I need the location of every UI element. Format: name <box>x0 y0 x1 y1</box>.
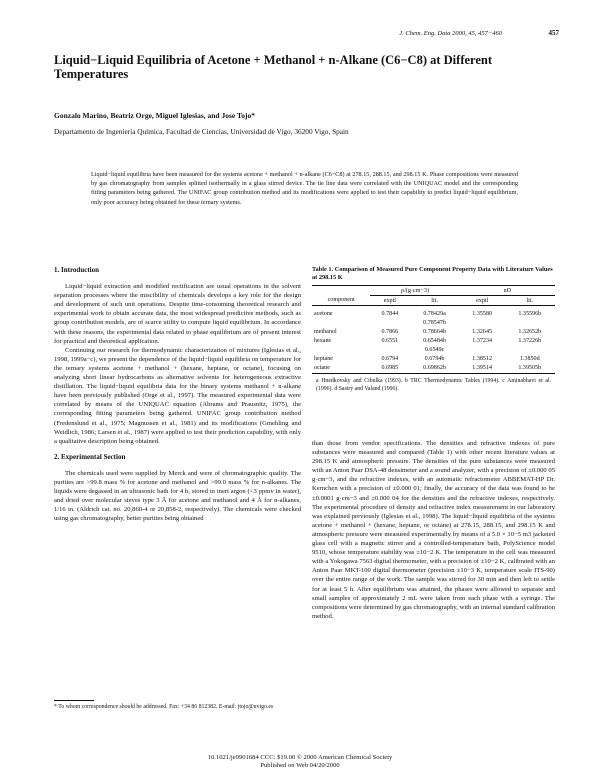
left-column <box>54 266 301 523</box>
doi-copyright-line: 10.1021/je9901684 CCC: $19.00 © 2000 American Chemical Society <box>207 754 393 761</box>
intro-paragraph-2: Continuing our research for thermodynamic characterization of mixtures (Iglesias et al., 1998, 1999a−c), we present the dependence of the liquid−liquid equilibria on temperature for the ternary systems acetone + methanol + (hexane, heptane, or octane), focusing on analyzing short linear hydrocarbons as alternative solvents for heterogeneous extractive distillation. The liquid−liquid equilibria data for the binary systems methanol + n-alkane have been previously published (Orge et al., 1997). The measured experimental data were correlated by means of the UNIQUAC equation (Abrams and Prausnitz, 1975), the corresponding fitting parameters being gathered. UNIFAC group contribution method (Fredenslund et al., 1975; Magnussen et al., 1981) and its modifications (Gmehling and Weidlich, 1986; Larsen et al., 1987) were applied to test their prediction capability, with only a qualitative description being obtained. <box>54 346 301 445</box>
abstract: Liquid−liquid equilibria have been measured for the systems acetone + methanol + n-alkane (C6−C8) at 278.15, 288.15, and 298.15 K. Phase compositions were measured by gas chromatography from samples splitted isothermally in a glass stirred device. The tie line data were correlated with the UNIQUAC model and the corresponding fitting parameters being gathered. The UNIFAC group contribution method and its modifications were applied to test their capability to predict liquid−liquid equilibrium, only poor accuracy being obtained for these ternary systems. <box>91 171 518 206</box>
journal-reference: J. Chem. Eng. Data 2000, 45, 457−460 <box>399 30 502 37</box>
table-1-block <box>312 266 555 394</box>
page-number: 457 <box>548 29 559 37</box>
table-1-footnote: a Hnedkovsky and Cibulka (1993). b TRC Thermodynamic Tables (1994). c Aminabhavi et al. (1996). d Sastry and Valand (1996). <box>316 377 551 392</box>
table-head-refractive-index: nD <box>460 286 555 296</box>
table-row: methanol 0.7866 0.78664b 1.32645 1.32652b <box>314 329 542 336</box>
table-row: octane 0.6985 0.69862b 1.39514 1.39505b <box>312 364 555 374</box>
table-row: 0.6549c <box>424 347 445 354</box>
table-head-nd-exptl: exptl <box>476 297 489 304</box>
paper-title: Liquid−Liquid Equilibria of Acetone + Methanol + n-Alkane (C6−C8) at Different Temperatures <box>54 53 493 81</box>
experimental-paragraph-1: The chemicals used were supplied by Merck and were of chromatographic quality. The purities are >99.8 mass % for acetone and methanol and >99.0 mass % for n-alkanes. The liquids were degassed in an ultrasonic bath for 4 h, stored in inert argon (<3 ppmv in water), and dried over molecular sieves type 3 Å for acetone and methanol and 4 Å for n-alkanes, 1/16 in. (Aldrich cat. no. 20,860-4 or 20,858-2, respectively). The chemicals were checked using gas chromatography, better purities being obtained <box>54 469 301 523</box>
author-list: Gonzalo Marino, Beatriz Orge, Miguel Iglesias, and Jose Tojo* <box>54 111 256 120</box>
table-head-component: component <box>327 297 355 304</box>
affiliation: Departamento de Ingeniería Química, Facultad de Ciencias, Universidad de Vigo, 36200 Vigo, Spain <box>54 127 349 136</box>
table-head-rho-exptl: exptl <box>383 297 396 304</box>
table-row: 0.78547b <box>423 320 446 327</box>
footnote-rule <box>54 700 94 701</box>
table-1-title: Table 1. Comparison of Measured Pure Component Property Data with Literature Values at 298.15 K <box>312 266 553 282</box>
publication-date: Published on Web 04/20/2000 <box>260 762 340 769</box>
table-head-density: ρ/(g·cm−3) <box>370 286 459 296</box>
table-row: heptane 0.6794 0.6794b 1.38512 1.3850d <box>314 356 540 363</box>
section-heading-experimental: 2. Experimental Section <box>54 452 126 461</box>
table-head-nd-lit: lit. <box>526 297 534 304</box>
table-row: hexane 0.6551 0.65484b 1.37234 1.37226b <box>314 338 542 345</box>
section-heading-introduction: 1. Introduction <box>54 266 99 274</box>
experimental-paragraph-2: than those from vendor specifications. The densities and refractive indexes of pure substances were measured and compared (Table 1) with other recent literature values at 298.15 K and atmospheric pressure. The densities of the pure substances were measured with an Anton Paar DSA-48 densimeter and a sound analyzer, with a precision of ±0.000 05 g·cm−3, and the refractive indexes, with an automatic refractometer ABBEMAT-HP Dr. Kernchen with a precision of ±0.000 01; finally, the accuracy of the data was found to be ±0.0001 g·cm−3 and ±0.000 04 for the densities and the refractive indexes, respectively. The experimental procedure of density and refractive index measurement in our laboratory was explained previously (Iglesias et al., 1998). The liquid−liquid equilibria of the systems acetone + methanol + (hexane, heptane, or octane) at 278.15, 288.15, and 298.15 K and atmospheric pressure were measured experimentally by means of a 5.0 × 10−5 m3 jacketed glass cell with a magnetic stirrer and a controlled-temperature bath, PolyScience model 9510, whose temperature stability was ±10−2 K. The temperature in the cell was measured with a Yokogawa 7563 digital thermometer, with a precision of ±10−2 K, calibrated with an Anton Paar MKT-100 digital thermometer (precision ±10−3 K, temperature scale ITS-90) over the entire range of the work. The sample was stirred for 30 min and then left to settle for at least 5 h. After equilibrium was attained, the phases were allowed to separate and small samples of approximately 2 mL were taken from each phase with a syringe. The compositions were determined by gas chromatography, with an internal standard calibration method. <box>312 440 555 620</box>
table-1 <box>312 285 555 374</box>
table-row: acetone 0.7844 0.78429a 1.35580 1.35596b <box>314 311 542 318</box>
table-head-rho-lit: lit. <box>431 297 438 304</box>
right-column <box>312 439 555 621</box>
intro-paragraph-1: Liquid−liquid extraction and modified rectification are usual operations in the solvent separation processes where the miscibility of chemicals develops a key role for the design and development of such unit operations. Despite time-consuming theoretical research and experimental work to obtain accurate data, the most widespread predictive methods, such as group contribution models, are of scarce utility to compute liquid equilibrium. In accordance with these reasons, the experimental data related to phase equilibrium are of present interest for practical and theoretical application. <box>54 283 301 345</box>
correspondence-note: * To whom correspondence should be addressed. Fax: +34 86 812382. E-mail: jtojo@uvigo.es <box>54 704 274 710</box>
